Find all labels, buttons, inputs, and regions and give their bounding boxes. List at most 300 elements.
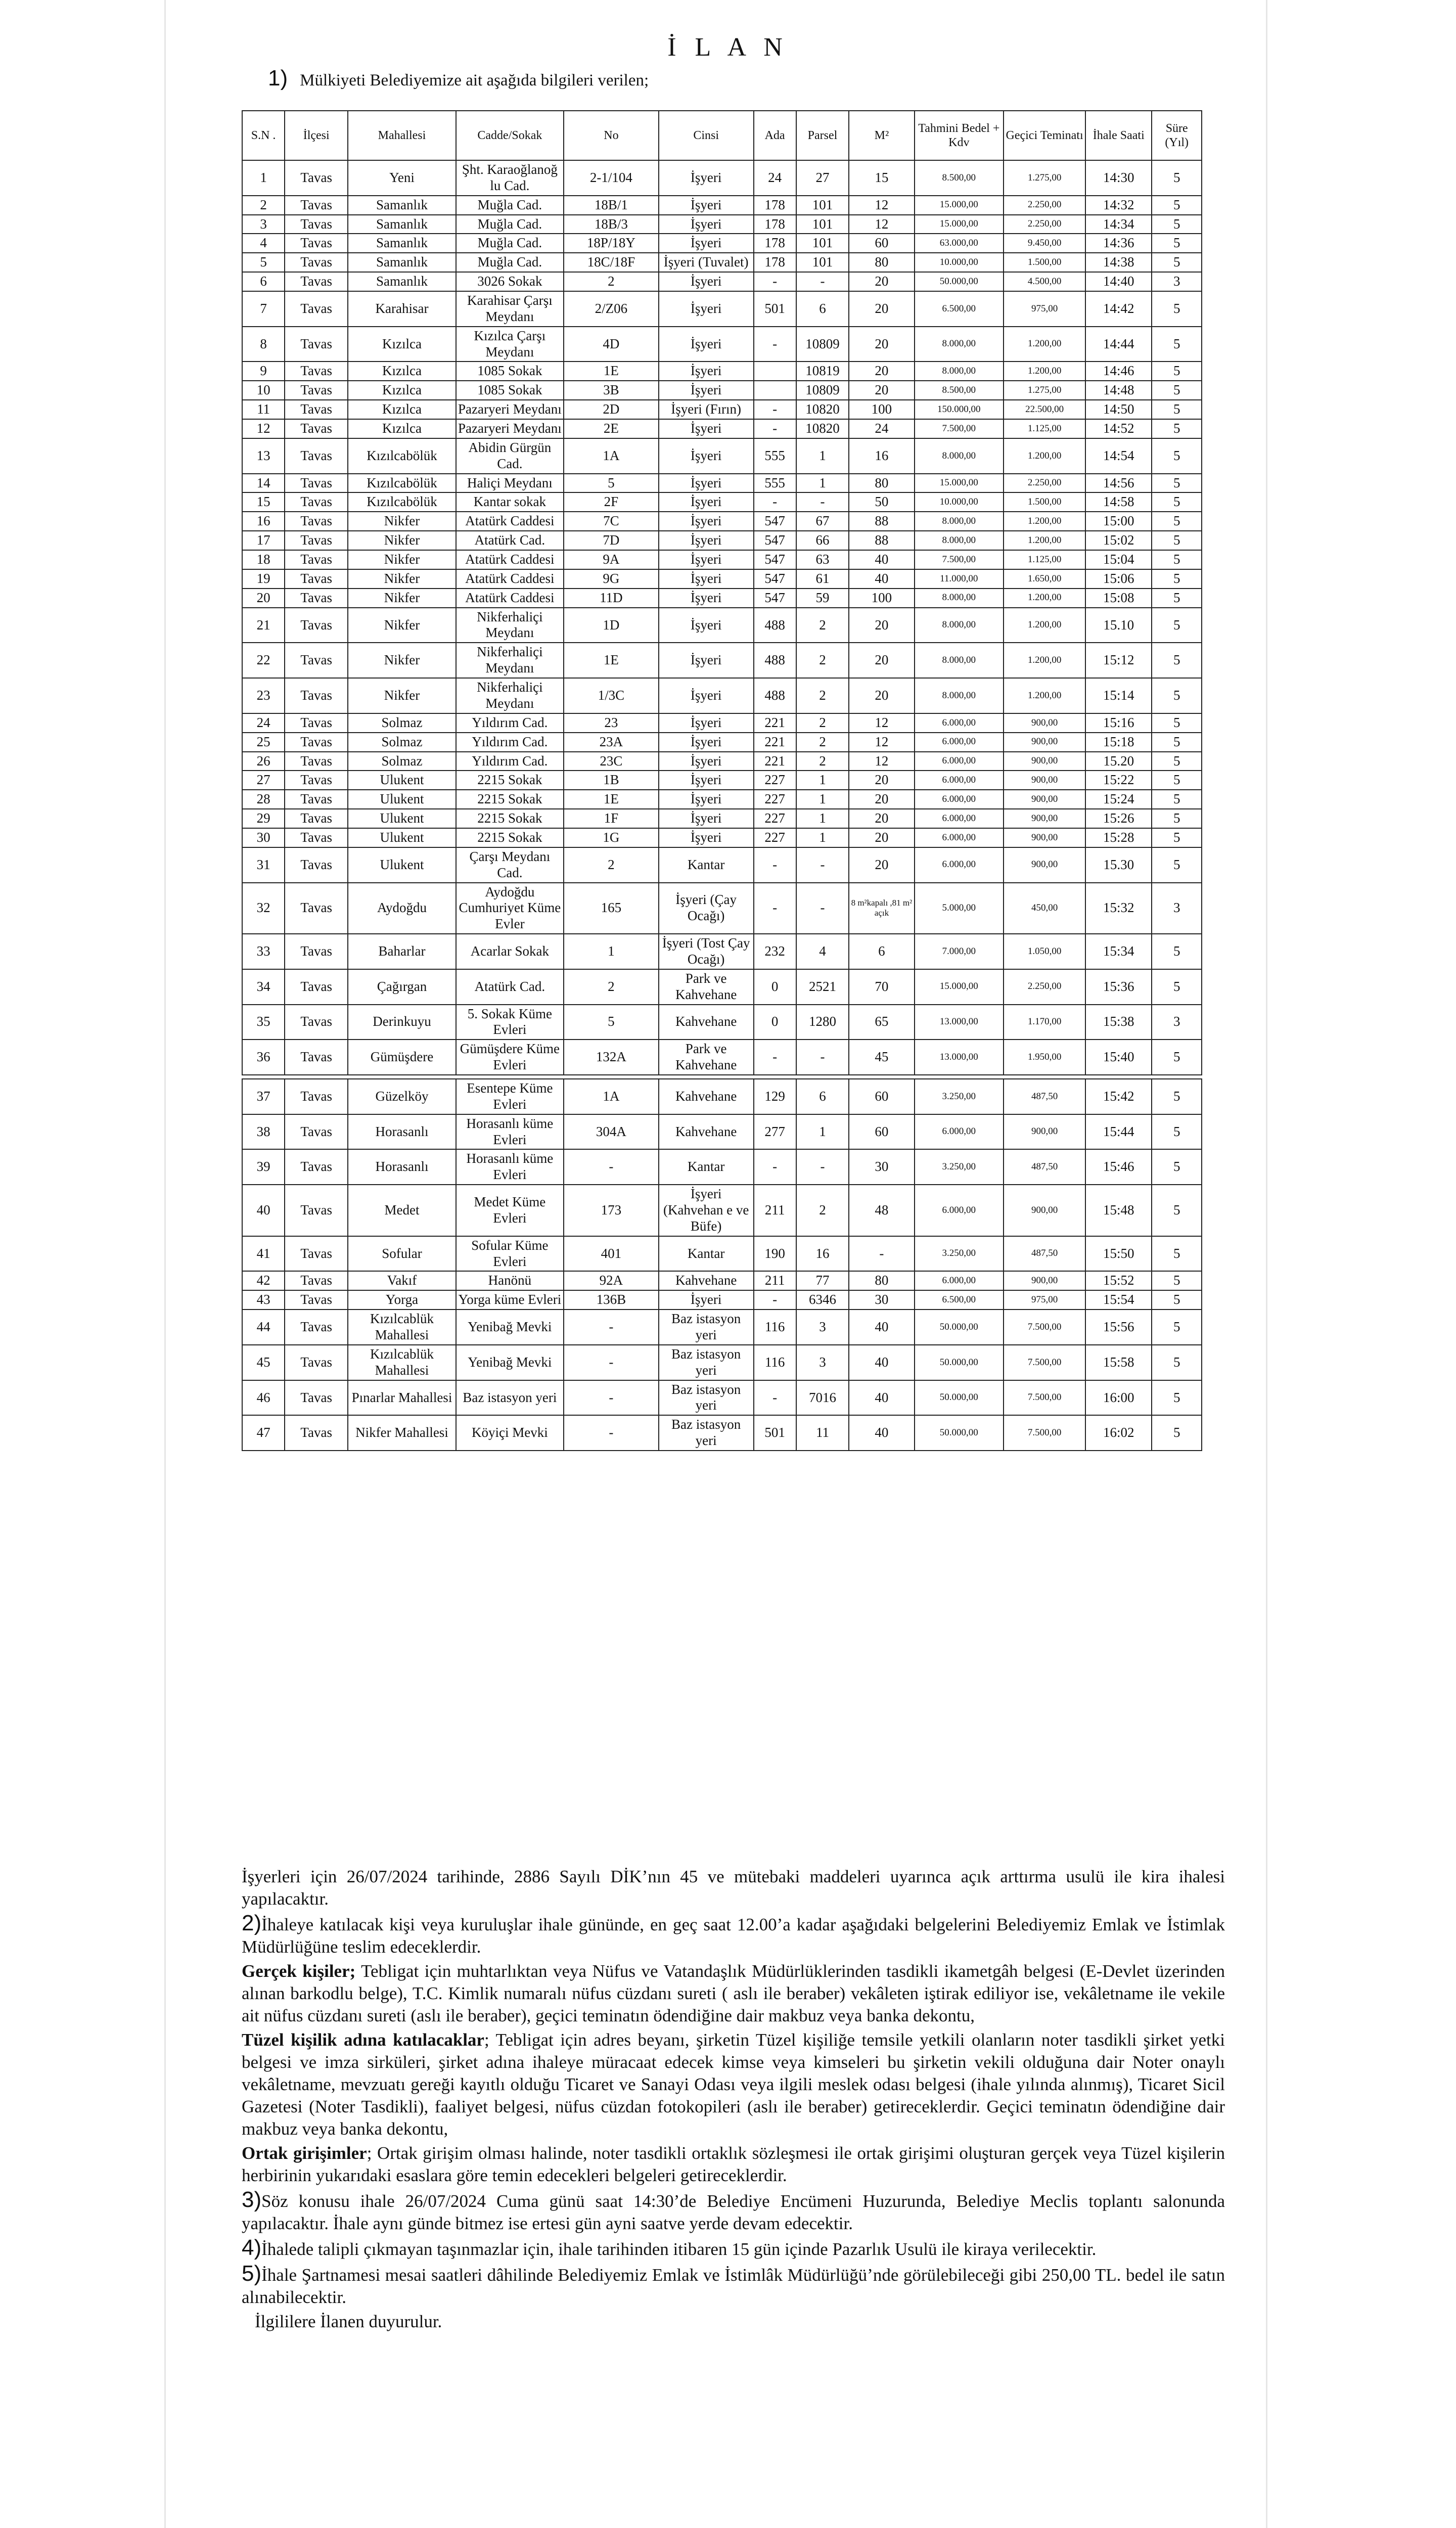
table-cell: 3B (564, 381, 659, 400)
table-cell: 5 (1152, 438, 1202, 474)
table-row (242, 1236, 1202, 1272)
table-cell: 555 (754, 438, 796, 474)
paragraph-2-number: 2) (242, 1911, 262, 1935)
table-row (242, 1040, 1202, 1075)
table-cell: İşyeri (659, 160, 754, 196)
table-cell: 1E (564, 362, 659, 381)
table-cell: 8.000,00 (915, 438, 1004, 474)
table-cell: 1A (564, 1079, 659, 1114)
table-cell: Muğla Cad. (456, 196, 564, 215)
table-cell: 36 (242, 1040, 285, 1075)
table-cell: 15:06 (1085, 569, 1152, 589)
table-cell: 8.000,00 (915, 362, 1004, 381)
table-cell: 1.200,00 (1004, 512, 1085, 531)
table-cell: 6.000,00 (915, 1271, 1004, 1290)
table-cell: 39 (242, 1149, 285, 1185)
table-cell: 50.000,00 (915, 1380, 1004, 1416)
table-cell: 5 (1152, 531, 1202, 550)
table-cell: 15.000,00 (915, 969, 1004, 1005)
table-cell: 1.200,00 (1004, 531, 1085, 550)
table-cell: 900,00 (1004, 771, 1085, 790)
table-cell: 6.000,00 (915, 771, 1004, 790)
table-cell: 63.000,00 (915, 234, 1004, 253)
table-cell: 8.000,00 (915, 589, 1004, 608)
table-cell: Horasanlı küme Evleri (456, 1114, 564, 1150)
table-cell: 5 (1152, 1310, 1202, 1345)
table-cell: 11 (796, 1415, 849, 1451)
table-cell: 132A (564, 1040, 659, 1075)
closing-text: İlgililere İlanen duyurulur. (255, 2312, 442, 2331)
table-cell: 5 (1152, 512, 1202, 531)
table-cell: 28 (242, 790, 285, 809)
table-cell: Yenibağ Mevki (456, 1310, 564, 1345)
table-cell: 38 (242, 1114, 285, 1150)
table-cell: 61 (796, 569, 849, 589)
table-row (242, 847, 1202, 883)
table-cell: 5 (1152, 771, 1202, 790)
table-cell: 5 (1152, 550, 1202, 569)
paragraph-4-text: İhalede talipli çıkmayan taşınmazlar için, ihale tarihinden itibaren 15 gün içinde Pazarlık Usulü ile kiraya verilecektir. (261, 2239, 1097, 2259)
table-cell: Tavas (285, 1380, 348, 1416)
table-cell: 10.000,00 (915, 492, 1004, 512)
table-cell: Tavas (285, 160, 348, 196)
table-cell: Atatürk Cad. (456, 969, 564, 1005)
table-cell: İşyeri (659, 196, 754, 215)
table-row (242, 253, 1202, 272)
table-cell: İşyeri (Çay Ocağı) (659, 883, 754, 934)
table-cell: 1.125,00 (1004, 419, 1085, 438)
table-cell: Tavas (285, 847, 348, 883)
table-cell: Pazaryeri Meydanı (456, 400, 564, 419)
table-cell: 2 (796, 733, 849, 752)
table-cell: 5 (1152, 809, 1202, 828)
paragraph-2 (242, 1912, 1225, 1958)
table-cell: 20 (849, 381, 914, 400)
table-cell: Tavas (285, 883, 348, 934)
table-cell: 14:40 (1085, 272, 1152, 291)
table-cell: 2 (796, 1185, 849, 1236)
column-header: Tahmini Bedel + Kdv (915, 111, 1004, 160)
table-cell: 6 (242, 272, 285, 291)
table-cell: 5 (1152, 381, 1202, 400)
table-cell: 14:48 (1085, 381, 1152, 400)
table-cell: 8.000,00 (915, 643, 1004, 678)
table-cell: İşyeri (659, 713, 754, 733)
table-cell: Ulukent (348, 828, 456, 847)
table-cell: 12 (242, 419, 285, 438)
table-row (242, 771, 1202, 790)
table-cell: 2.250,00 (1004, 474, 1085, 493)
gercek-text: Tebligat için muhtarlıktan veya Nüfus ve Vatandaşlık Müdürlüklerinden tasdikli ikametgâh belgesi (E-Devlet üzerinden alınan barkodlu belge), T.C. Kimlik numaralı nüfus cüzdanı sureti ( aslı ile beraber) vekâleten iştirak ediliyor ise, vekâletname ile vekile ait nüfus cüzdanı sureti (aslı ile beraber), geçici teminatın ödendiğine dair makbuz veya banka dekontu, (242, 1961, 1225, 2025)
table-cell: Muğla Cad. (456, 215, 564, 234)
table-cell: 3 (1152, 1005, 1202, 1040)
table-cell: - (564, 1380, 659, 1416)
table-cell: 178 (754, 215, 796, 234)
table-cell: 15:04 (1085, 550, 1152, 569)
table-cell: 178 (754, 234, 796, 253)
column-header: Mahallesi (348, 111, 456, 160)
table-cell: 2 (242, 196, 285, 215)
table-cell: 5.000,00 (915, 883, 1004, 934)
column-header: Ada (754, 111, 796, 160)
table-cell: Nikfer (348, 678, 456, 713)
table-cell: 30 (849, 1149, 914, 1185)
table-cell: 60 (849, 1114, 914, 1150)
table-cell: 5 (1152, 234, 1202, 253)
table-cell: 547 (754, 569, 796, 589)
table-cell: 2 (564, 969, 659, 1005)
table-cell: 9G (564, 569, 659, 589)
table-row (242, 1415, 1202, 1451)
table-cell: İşyeri (659, 678, 754, 713)
table-cell: 5 (1152, 828, 1202, 847)
table-cell: 6.000,00 (915, 752, 1004, 771)
table-cell: 15:46 (1085, 1149, 1152, 1185)
table-cell: 50 (849, 492, 914, 512)
table-header-row (242, 111, 1202, 160)
table-cell: 15:40 (1085, 1040, 1152, 1075)
table-cell: 13.000,00 (915, 1040, 1004, 1075)
table-cell: Yenibağ Mevki (456, 1345, 564, 1380)
table-cell: 15:38 (1085, 1005, 1152, 1040)
table-cell: Horasanlı (348, 1149, 456, 1185)
table-cell: Nikfer (348, 531, 456, 550)
table-cell: 2F (564, 492, 659, 512)
table-cell: İşyeri (659, 512, 754, 531)
table-cell: 15:12 (1085, 643, 1152, 678)
table-cell: 7.500,00 (1004, 1415, 1085, 1451)
table-cell: Karahisar (348, 291, 456, 327)
table-cell: 14:32 (1085, 196, 1152, 215)
table-cell: 16 (796, 1236, 849, 1272)
table-cell: Baz istasyon yeri (659, 1415, 754, 1451)
table-cell: Tavas (285, 809, 348, 828)
table-cell: Medet Küme Evleri (456, 1185, 564, 1236)
table-cell: 6.000,00 (915, 713, 1004, 733)
table-cell: İşyeri (659, 790, 754, 809)
table-cell: 31 (242, 847, 285, 883)
table-cell: 5 (564, 1005, 659, 1040)
table-cell: Nikfer Mahallesi (348, 1415, 456, 1451)
table-cell: Tavas (285, 790, 348, 809)
table-cell: 32 (242, 883, 285, 934)
table-cell: 12 (849, 215, 914, 234)
table-cell: 6.000,00 (915, 1185, 1004, 1236)
column-header: S.N . (242, 111, 285, 160)
table-cell: 15:42 (1085, 1079, 1152, 1114)
table-cell: 1 (796, 438, 849, 474)
table-cell: Kızılca (348, 381, 456, 400)
table-cell: 29 (242, 809, 285, 828)
table-cell: İşyeri (659, 589, 754, 608)
table-cell: Nikferhaliçi Meydanı (456, 608, 564, 643)
table-cell: 227 (754, 771, 796, 790)
table-cell: Kantar (659, 1149, 754, 1185)
table-cell: 6.000,00 (915, 809, 1004, 828)
table-cell: 6.000,00 (915, 1114, 1004, 1150)
table-cell: - (754, 419, 796, 438)
table-cell: 34 (242, 969, 285, 1005)
table-cell: Samanlık (348, 253, 456, 272)
table-cell: Ulukent (348, 847, 456, 883)
table-cell: 5 (1152, 1079, 1202, 1114)
table-cell: Gümüşdere Küme Evleri (456, 1040, 564, 1075)
table-row (242, 1380, 1202, 1416)
table-cell: İşyeri (659, 291, 754, 327)
table-row (242, 1114, 1202, 1150)
table-cell: 8 m²kapalı ,81 m² açık (849, 883, 914, 934)
paragraph-ortak (242, 2142, 1225, 2187)
column-header: İlçesi (285, 111, 348, 160)
table-cell: 18P/18Y (564, 234, 659, 253)
table-cell: 1.650,00 (1004, 569, 1085, 589)
table-cell: 211 (754, 1271, 796, 1290)
table-cell: 101 (796, 196, 849, 215)
table-cell: 5 (1152, 969, 1202, 1005)
table-cell: 15:54 (1085, 1290, 1152, 1310)
table-cell: Vakıf (348, 1271, 456, 1290)
table-cell: 8.000,00 (915, 608, 1004, 643)
table-cell: İşyeri (659, 272, 754, 291)
table-cell: Tavas (285, 381, 348, 400)
table-cell: 15:32 (1085, 883, 1152, 934)
table-cell: 20 (849, 828, 914, 847)
table-row (242, 419, 1202, 438)
table-cell: 14:50 (1085, 400, 1152, 419)
table-cell: 178 (754, 196, 796, 215)
paragraph-4 (242, 2237, 1225, 2261)
table-cell: - (849, 1236, 914, 1272)
table-row (242, 733, 1202, 752)
table-cell: 15:34 (1085, 934, 1152, 969)
table-cell: 488 (754, 608, 796, 643)
table-cell: 27 (242, 771, 285, 790)
table-cell: Kızılcabölük (348, 492, 456, 512)
table-cell: - (754, 1040, 796, 1075)
intro-number: 1) (268, 66, 288, 91)
table-cell: 2215 Sokak (456, 809, 564, 828)
table-cell: Yorga küme Evleri (456, 1290, 564, 1310)
table-cell: Tavas (285, 1040, 348, 1075)
table-cell: 40 (242, 1185, 285, 1236)
table-row (242, 1310, 1202, 1345)
table-cell: 24 (242, 713, 285, 733)
table-cell: 1F (564, 809, 659, 828)
table-cell: 88 (849, 512, 914, 531)
table-cell: 1.200,00 (1004, 643, 1085, 678)
table-row (242, 934, 1202, 969)
table-cell: Yıldırım Cad. (456, 733, 564, 752)
table-cell: 16:02 (1085, 1415, 1152, 1451)
table-cell: 15:14 (1085, 678, 1152, 713)
table-row (242, 678, 1202, 713)
table-cell: 13.000,00 (915, 1005, 1004, 1040)
table-row (242, 215, 1202, 234)
paragraph-4-number: 4) (242, 2235, 262, 2260)
table-cell: 900,00 (1004, 713, 1085, 733)
table-cell: 1/3C (564, 678, 659, 713)
table-cell: İşyeri (659, 733, 754, 752)
table-cell: Park ve Kahvehane (659, 1040, 754, 1075)
table-cell: 5 (1152, 253, 1202, 272)
table-cell: 1G (564, 828, 659, 847)
table-row (242, 474, 1202, 493)
table-cell: 25 (242, 733, 285, 752)
table-cell: Kızılca (348, 419, 456, 438)
table-cell: 5 (1152, 327, 1202, 362)
table-cell: 40 (849, 1415, 914, 1451)
table-cell: Pazaryeri Meydanı (456, 419, 564, 438)
table-cell: Kızılcabölük (348, 438, 456, 474)
table-cell: 10 (242, 381, 285, 400)
table-cell: 9.450,00 (1004, 234, 1085, 253)
table-cell: İşyeri (659, 569, 754, 589)
table-cell: 26 (242, 752, 285, 771)
table-cell: İşyeri (659, 550, 754, 569)
table-cell: Hanönü (456, 1271, 564, 1290)
table-cell: 5 (1152, 589, 1202, 608)
table-cell: - (796, 883, 849, 934)
paragraph-5-number: 5) (242, 2261, 262, 2286)
table-cell: 27 (796, 160, 849, 196)
table-cell: 6 (796, 1079, 849, 1114)
intro-line (268, 66, 649, 91)
table-cell: 20 (849, 608, 914, 643)
table-cell: 40 (849, 1310, 914, 1345)
table-cell: Kahvehane (659, 1271, 754, 1290)
table-cell: Sofular Küme Evleri (456, 1236, 564, 1272)
table-cell: 15:50 (1085, 1236, 1152, 1272)
table-cell: 5 (1152, 934, 1202, 969)
table-cell: 1 (796, 790, 849, 809)
table-cell: 7.500,00 (1004, 1345, 1085, 1380)
table-cell: Kahvehane (659, 1079, 754, 1114)
table-cell: 2215 Sokak (456, 771, 564, 790)
table-row (242, 1005, 1202, 1040)
table-cell: 23 (564, 713, 659, 733)
column-header: No (564, 111, 659, 160)
table-cell: Acarlar Sokak (456, 934, 564, 969)
table-cell: 1A (564, 438, 659, 474)
table-cell: 50.000,00 (915, 1345, 1004, 1380)
table-cell: 1.200,00 (1004, 678, 1085, 713)
table-cell: 45 (849, 1040, 914, 1075)
table-cell: 43 (242, 1290, 285, 1310)
table-cell: 900,00 (1004, 790, 1085, 809)
table-cell: 975,00 (1004, 1290, 1085, 1310)
table-cell: 16 (849, 438, 914, 474)
table-cell: İşyeri (659, 438, 754, 474)
paragraph-3-text: Söz konusu ihale 26/07/2024 Cuma günü saat 14:30’de Belediye Encümeni Huzurunda, Belediye Meclis toplantı salonunda yapılacaktır. İhale aynı günde bitmez ise ertesi gün ayni saatve yerde devam edecektir. (242, 2191, 1225, 2233)
table-cell: - (796, 272, 849, 291)
table-cell: 101 (796, 234, 849, 253)
table-cell: Medet (348, 1185, 456, 1236)
paragraph-5-text: İhale Şartnamesi mesai saatleri dâhilinde Belediyemiz Emlak ve İstimlâk Müdürlüğü’nde görülebileceği gibi 250,00 TL. bedel ile satın alınabilecektir. (242, 2265, 1225, 2307)
table-cell: Solmaz (348, 733, 456, 752)
table-cell: 2 (564, 272, 659, 291)
table-cell: 16:00 (1085, 1380, 1152, 1416)
table-cell: Aydoğdu (348, 883, 456, 934)
table-cell: Kızılca Çarşı Meydanı (456, 327, 564, 362)
table-cell: 14:38 (1085, 253, 1152, 272)
table-cell: 15:44 (1085, 1114, 1152, 1150)
table-cell: 5 (1152, 1415, 1202, 1451)
table-row (242, 400, 1202, 419)
table-cell: 5 (1152, 474, 1202, 493)
table-row (242, 828, 1202, 847)
table-cell: 900,00 (1004, 828, 1085, 847)
table-cell: 80 (849, 1271, 914, 1290)
table-cell: İşyeri (Tuvalet) (659, 253, 754, 272)
table-cell: 1E (564, 790, 659, 809)
table-cell: Tavas (285, 969, 348, 1005)
table-row (242, 608, 1202, 643)
table-cell: 555 (754, 474, 796, 493)
table-cell: 42 (242, 1271, 285, 1290)
table-cell: 12 (849, 752, 914, 771)
table-cell: 4.500,00 (1004, 272, 1085, 291)
table-cell: Ulukent (348, 771, 456, 790)
table-cell: Yeni (348, 160, 456, 196)
table-cell: İşyeri (Kahvehan e ve Büfe) (659, 1185, 754, 1236)
table-cell: 8.500,00 (915, 160, 1004, 196)
table-cell: Ulukent (348, 790, 456, 809)
column-header: Parsel (796, 111, 849, 160)
table-cell: 20 (849, 678, 914, 713)
table-cell: Nikfer (348, 589, 456, 608)
table-cell: 9A (564, 550, 659, 569)
table-row (242, 438, 1202, 474)
table-cell: Solmaz (348, 713, 456, 733)
table-cell: 1 (796, 828, 849, 847)
table-cell: Kızılcablük Mahallesi (348, 1345, 456, 1380)
table-row (242, 713, 1202, 733)
table-cell: 40 (849, 1380, 914, 1416)
table-cell: 15.30 (1085, 847, 1152, 883)
table-cell: Tavas (285, 1236, 348, 1272)
table-cell: Yorga (348, 1290, 456, 1310)
table-cell: 40 (849, 569, 914, 589)
table-cell: Yıldırım Cad. (456, 752, 564, 771)
table-cell: 65 (849, 1005, 914, 1040)
table-cell: Samanlık (348, 215, 456, 234)
table-cell: 40 (849, 550, 914, 569)
table-cell: 547 (754, 531, 796, 550)
table-cell: Tavas (285, 291, 348, 327)
table-cell: - (754, 400, 796, 419)
table-cell: 59 (796, 589, 849, 608)
table-cell: Nikferhaliçi Meydanı (456, 678, 564, 713)
table-cell: 14:46 (1085, 362, 1152, 381)
table-gap (242, 1075, 1202, 1079)
table-body (242, 160, 1202, 1451)
table-cell: 1.200,00 (1004, 362, 1085, 381)
table-cell: 1E (564, 643, 659, 678)
table-cell: Horasanlı küme Evleri (456, 1149, 564, 1185)
table-cell: 20 (849, 291, 914, 327)
table-cell: 60 (849, 1079, 914, 1114)
paragraph-3 (242, 2189, 1225, 2235)
table-cell: 20 (849, 362, 914, 381)
table-cell: Tavas (285, 1310, 348, 1345)
table-cell: 37 (242, 1079, 285, 1114)
table-cell: Atatürk Caddesi (456, 589, 564, 608)
table-row (242, 362, 1202, 381)
table-cell: 2 (564, 847, 659, 883)
table-cell: 1085 Sokak (456, 362, 564, 381)
table-cell: 22.500,00 (1004, 400, 1085, 419)
table-cell: 1.200,00 (1004, 589, 1085, 608)
